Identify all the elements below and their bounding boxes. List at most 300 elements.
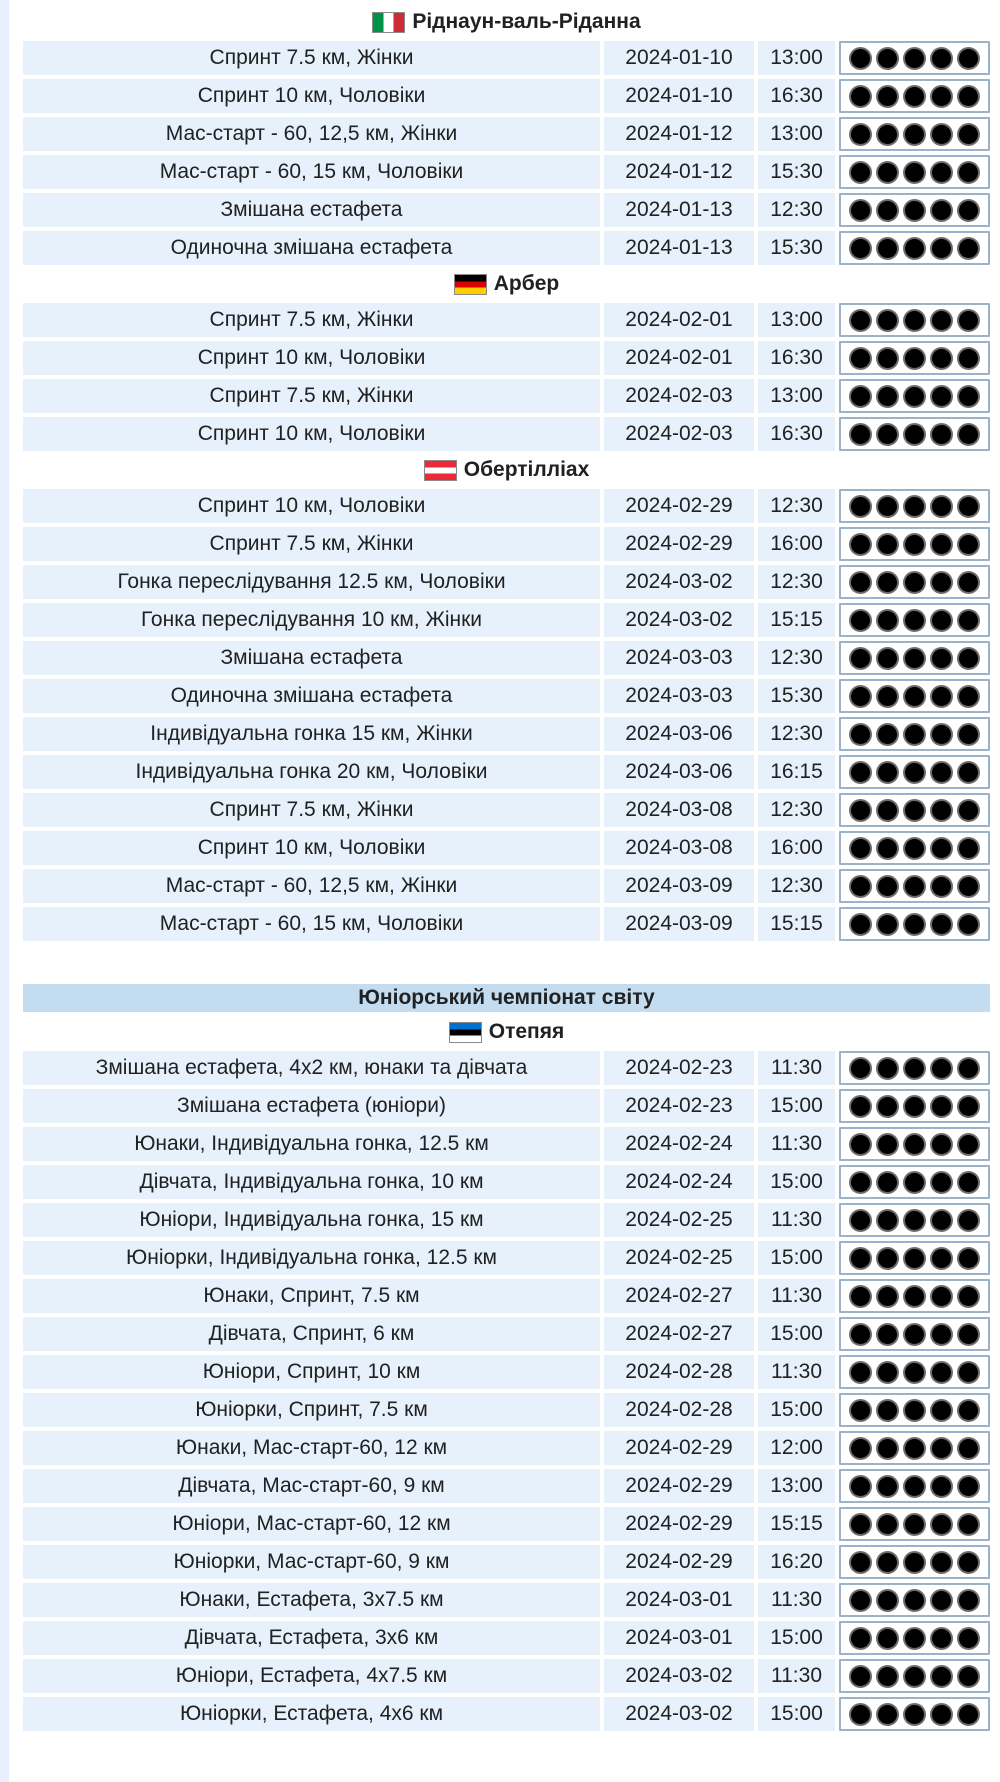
championship-header: Юніорський чемпіонат світу xyxy=(23,984,990,1012)
dot-icon xyxy=(878,1325,897,1344)
dot-icon xyxy=(905,201,924,220)
broadcast-indicator xyxy=(839,1165,990,1199)
race-time: 15:00 xyxy=(758,1393,835,1427)
dot-icon xyxy=(851,1591,870,1610)
race-date: 2024-03-02 xyxy=(604,1697,754,1731)
race-date: 2024-01-13 xyxy=(604,193,754,227)
race-row xyxy=(23,231,990,265)
dot-icon xyxy=(851,1439,870,1458)
venue-name: Ріднаун-валь-Ріданна xyxy=(412,10,641,33)
dot-icon xyxy=(905,1211,924,1230)
race-time: 11:30 xyxy=(758,1279,835,1313)
race-event: Дівчата, Естафета, 3х6 км xyxy=(23,1621,600,1655)
race-event: Спринт 7.5 км, Жінки xyxy=(23,41,600,75)
dot-icon xyxy=(905,49,924,68)
race-date: 2024-02-29 xyxy=(604,527,754,561)
dot-icon xyxy=(905,1363,924,1382)
broadcast-indicator xyxy=(839,1507,990,1541)
dot-icon xyxy=(905,1173,924,1192)
race-row xyxy=(23,1279,990,1313)
race-event: Мас-старт - 60, 15 км, Чоловіки xyxy=(23,907,600,941)
race-row xyxy=(23,755,990,789)
dot-icon xyxy=(878,1439,897,1458)
race-date: 2024-03-02 xyxy=(604,1659,754,1693)
race-date: 2024-02-23 xyxy=(604,1089,754,1123)
race-row xyxy=(23,641,990,675)
dot-icon xyxy=(878,1211,897,1230)
race-time: 12:30 xyxy=(758,489,835,523)
dot-icon xyxy=(851,649,870,668)
dot-icon xyxy=(878,1363,897,1382)
dot-icon xyxy=(959,1477,978,1496)
race-row xyxy=(23,527,990,561)
dot-icon xyxy=(878,239,897,258)
dot-icon xyxy=(905,311,924,330)
dot-icon xyxy=(878,1629,897,1648)
broadcast-indicator xyxy=(839,1431,990,1465)
race-row xyxy=(23,1697,990,1731)
section-spacer xyxy=(23,945,990,984)
dot-icon xyxy=(851,311,870,330)
race-event: Спринт 7.5 км, Жінки xyxy=(23,303,600,337)
race-time: 15:15 xyxy=(758,907,835,941)
race-row xyxy=(23,1089,990,1123)
race-time: 15:00 xyxy=(758,1165,835,1199)
broadcast-indicator xyxy=(839,603,990,637)
race-row xyxy=(23,1393,990,1427)
dot-icon xyxy=(878,1059,897,1078)
race-time: 12:30 xyxy=(758,193,835,227)
country-flag-icon xyxy=(372,12,405,33)
race-time: 12:30 xyxy=(758,641,835,675)
dot-icon xyxy=(878,1477,897,1496)
race-date: 2024-02-24 xyxy=(604,1127,754,1161)
race-date: 2024-01-10 xyxy=(604,41,754,75)
dot-icon xyxy=(932,725,951,744)
race-event: Спринт 10 км, Чоловіки xyxy=(23,79,600,113)
race-row xyxy=(23,1545,990,1579)
race-time: 15:30 xyxy=(758,155,835,189)
dot-icon xyxy=(959,877,978,896)
race-date: 2024-02-29 xyxy=(604,1545,754,1579)
dot-icon xyxy=(878,649,897,668)
broadcast-indicator xyxy=(839,1583,990,1617)
race-date: 2024-02-24 xyxy=(604,1165,754,1199)
broadcast-indicator xyxy=(839,869,990,903)
dot-icon xyxy=(878,1401,897,1420)
race-time: 15:15 xyxy=(758,603,835,637)
race-event: Змішана естафета xyxy=(23,193,600,227)
broadcast-indicator xyxy=(839,379,990,413)
race-row xyxy=(23,341,990,375)
dot-icon xyxy=(878,725,897,744)
race-event: Змішана естафета, 4х2 км, юнаки та дівчата xyxy=(23,1051,600,1085)
dot-icon xyxy=(932,49,951,68)
race-row xyxy=(23,679,990,713)
dot-icon xyxy=(851,763,870,782)
dot-icon xyxy=(905,1629,924,1648)
dot-icon xyxy=(851,1211,870,1230)
broadcast-indicator xyxy=(839,155,990,189)
broadcast-indicator xyxy=(839,1203,990,1237)
dot-icon xyxy=(905,573,924,592)
dot-icon xyxy=(878,1553,897,1572)
dot-icon xyxy=(851,801,870,820)
race-row xyxy=(23,79,990,113)
dot-icon xyxy=(932,387,951,406)
dot-icon xyxy=(959,87,978,106)
dot-icon xyxy=(905,1553,924,1572)
dot-icon xyxy=(851,125,870,144)
dot-icon xyxy=(959,1325,978,1344)
race-time: 15:00 xyxy=(758,1317,835,1351)
race-row xyxy=(23,1431,990,1465)
race-row xyxy=(23,417,990,451)
race-time: 15:00 xyxy=(758,1241,835,1275)
dot-icon xyxy=(905,1667,924,1686)
dot-icon xyxy=(878,425,897,444)
dot-icon xyxy=(959,125,978,144)
dot-icon xyxy=(878,535,897,554)
dot-icon xyxy=(932,1363,951,1382)
dot-icon xyxy=(959,311,978,330)
race-event: Дівчата, Спринт, 6 км xyxy=(23,1317,600,1351)
race-date: 2024-03-01 xyxy=(604,1621,754,1655)
race-event: Юніори, Індивідуальна гонка, 15 км xyxy=(23,1203,600,1237)
race-event: Одиночна змішана естафета xyxy=(23,231,600,265)
dot-icon xyxy=(932,311,951,330)
country-flag-icon xyxy=(454,274,487,295)
dot-icon xyxy=(851,915,870,934)
race-row xyxy=(23,303,990,337)
race-row xyxy=(23,907,990,941)
dot-icon xyxy=(905,763,924,782)
race-time: 16:15 xyxy=(758,755,835,789)
race-row xyxy=(23,489,990,523)
race-date: 2024-02-03 xyxy=(604,379,754,413)
race-event: Одиночна змішана естафета xyxy=(23,679,600,713)
race-event: Змішана естафета xyxy=(23,641,600,675)
race-row xyxy=(23,155,990,189)
race-row xyxy=(23,41,990,75)
dot-icon xyxy=(878,163,897,182)
race-time: 12:00 xyxy=(758,1431,835,1465)
race-row xyxy=(23,831,990,865)
dot-icon xyxy=(851,1059,870,1078)
dot-icon xyxy=(932,877,951,896)
dot-icon xyxy=(932,1325,951,1344)
dot-icon xyxy=(851,1135,870,1154)
race-event: Юніори, Естафета, 4х7.5 км xyxy=(23,1659,600,1693)
race-date: 2024-02-01 xyxy=(604,303,754,337)
dot-icon xyxy=(932,125,951,144)
race-date: 2024-02-27 xyxy=(604,1317,754,1351)
broadcast-indicator xyxy=(839,565,990,599)
race-time: 13:00 xyxy=(758,117,835,151)
race-event: Спринт 7.5 км, Жінки xyxy=(23,379,600,413)
race-date: 2024-02-23 xyxy=(604,1051,754,1085)
dot-icon xyxy=(905,1477,924,1496)
race-event: Юніорки, Естафета, 4х6 км xyxy=(23,1697,600,1731)
dot-icon xyxy=(851,497,870,516)
race-date: 2024-02-29 xyxy=(604,489,754,523)
dot-icon xyxy=(959,611,978,630)
dot-icon xyxy=(959,915,978,934)
race-row xyxy=(23,1127,990,1161)
dot-icon xyxy=(878,573,897,592)
dot-icon xyxy=(851,1401,870,1420)
dot-icon xyxy=(905,1249,924,1268)
dot-icon xyxy=(878,801,897,820)
race-row xyxy=(23,1355,990,1389)
dot-icon xyxy=(959,1439,978,1458)
dot-icon xyxy=(851,725,870,744)
race-row xyxy=(23,1469,990,1503)
race-date: 2024-02-25 xyxy=(604,1241,754,1275)
race-date: 2024-03-08 xyxy=(604,831,754,865)
dot-icon xyxy=(959,1591,978,1610)
race-time: 15:00 xyxy=(758,1621,835,1655)
dot-icon xyxy=(932,573,951,592)
broadcast-indicator xyxy=(839,489,990,523)
race-event: Юнаки, Індивідуальна гонка, 12.5 км xyxy=(23,1127,600,1161)
race-row xyxy=(23,1203,990,1237)
race-event: Мас-старт - 60, 15 км, Чоловіки xyxy=(23,155,600,189)
dot-icon xyxy=(905,87,924,106)
race-row xyxy=(23,1507,990,1541)
race-date: 2024-02-03 xyxy=(604,417,754,451)
broadcast-indicator xyxy=(839,41,990,75)
broadcast-indicator xyxy=(839,1621,990,1655)
dot-icon xyxy=(959,1211,978,1230)
broadcast-indicator xyxy=(839,417,990,451)
dot-icon xyxy=(932,163,951,182)
dot-icon xyxy=(878,201,897,220)
dot-icon xyxy=(959,649,978,668)
dot-icon xyxy=(878,1667,897,1686)
broadcast-indicator xyxy=(839,231,990,265)
dot-icon xyxy=(878,349,897,368)
dot-icon xyxy=(932,1211,951,1230)
dot-icon xyxy=(932,1249,951,1268)
dot-icon xyxy=(959,1705,978,1724)
dot-icon xyxy=(932,1173,951,1192)
broadcast-indicator xyxy=(839,717,990,751)
race-time: 15:00 xyxy=(758,1089,835,1123)
dot-icon xyxy=(905,535,924,554)
dot-icon xyxy=(905,915,924,934)
race-event: Юнаки, Мас-старт-60, 12 км xyxy=(23,1431,600,1465)
race-row xyxy=(23,1317,990,1351)
broadcast-indicator xyxy=(839,341,990,375)
race-event: Юніори, Мас-старт-60, 12 км xyxy=(23,1507,600,1541)
dot-icon xyxy=(932,349,951,368)
dot-icon xyxy=(932,497,951,516)
race-date: 2024-02-28 xyxy=(604,1355,754,1389)
dot-icon xyxy=(851,687,870,706)
dot-icon xyxy=(959,801,978,820)
race-row xyxy=(23,793,990,827)
dot-icon xyxy=(878,1515,897,1534)
race-date: 2024-03-03 xyxy=(604,679,754,713)
dot-icon xyxy=(851,877,870,896)
race-date: 2024-03-03 xyxy=(604,641,754,675)
dot-icon xyxy=(932,535,951,554)
broadcast-indicator xyxy=(839,1355,990,1389)
race-row xyxy=(23,193,990,227)
venue-header xyxy=(23,7,990,37)
dot-icon xyxy=(959,201,978,220)
race-time: 13:00 xyxy=(758,379,835,413)
broadcast-indicator xyxy=(839,1279,990,1313)
race-event: Юніорки, Спринт, 7.5 км xyxy=(23,1393,600,1427)
race-time: 12:30 xyxy=(758,565,835,599)
broadcast-indicator xyxy=(839,793,990,827)
race-event: Юнаки, Естафета, 3х7.5 км xyxy=(23,1583,600,1617)
dot-icon xyxy=(959,1287,978,1306)
race-row xyxy=(23,565,990,599)
venue-name: Арбер xyxy=(493,272,560,295)
dot-icon xyxy=(932,1097,951,1116)
race-time: 15:30 xyxy=(758,231,835,265)
broadcast-indicator xyxy=(839,755,990,789)
race-date: 2024-02-01 xyxy=(604,341,754,375)
dot-icon xyxy=(905,611,924,630)
broadcast-indicator xyxy=(839,117,990,151)
race-time: 15:15 xyxy=(758,1507,835,1541)
dot-icon xyxy=(878,387,897,406)
dot-icon xyxy=(932,425,951,444)
dot-icon xyxy=(851,573,870,592)
dot-icon xyxy=(905,497,924,516)
dot-icon xyxy=(959,49,978,68)
dot-icon xyxy=(932,611,951,630)
dot-icon xyxy=(878,497,897,516)
race-row xyxy=(23,603,990,637)
venue-header xyxy=(23,455,990,485)
dot-icon xyxy=(959,1097,978,1116)
broadcast-indicator xyxy=(839,679,990,713)
dot-icon xyxy=(932,1591,951,1610)
race-date: 2024-03-09 xyxy=(604,869,754,903)
dot-icon xyxy=(905,1439,924,1458)
dot-icon xyxy=(878,1287,897,1306)
race-date: 2024-02-29 xyxy=(604,1431,754,1465)
race-row xyxy=(23,869,990,903)
race-row xyxy=(23,379,990,413)
dot-icon xyxy=(851,611,870,630)
race-time: 16:30 xyxy=(758,417,835,451)
race-event: Спринт 10 км, Чоловіки xyxy=(23,341,600,375)
race-time: 15:00 xyxy=(758,1697,835,1731)
dot-icon xyxy=(851,87,870,106)
dot-icon xyxy=(959,387,978,406)
dot-icon xyxy=(851,1629,870,1648)
dot-icon xyxy=(905,1705,924,1724)
dot-icon xyxy=(905,649,924,668)
dot-icon xyxy=(959,1629,978,1648)
dot-icon xyxy=(905,801,924,820)
dot-icon xyxy=(878,125,897,144)
dot-icon xyxy=(959,1553,978,1572)
dot-icon xyxy=(932,1287,951,1306)
race-time: 13:00 xyxy=(758,41,835,75)
race-event: Мас-старт - 60, 12,5 км, Жінки xyxy=(23,117,600,151)
race-date: 2024-03-06 xyxy=(604,755,754,789)
race-date: 2024-02-25 xyxy=(604,1203,754,1237)
dot-icon xyxy=(851,1667,870,1686)
race-event: Спринт 10 км, Чоловіки xyxy=(23,831,600,865)
dot-icon xyxy=(932,1401,951,1420)
dot-icon xyxy=(851,1515,870,1534)
race-row xyxy=(23,1051,990,1085)
dot-icon xyxy=(959,349,978,368)
dot-icon xyxy=(905,425,924,444)
dot-icon xyxy=(905,877,924,896)
broadcast-indicator xyxy=(839,1089,990,1123)
race-time: 12:30 xyxy=(758,717,835,751)
dot-icon xyxy=(878,1705,897,1724)
dot-icon xyxy=(959,1249,978,1268)
dot-icon xyxy=(932,239,951,258)
race-event: Змішана естафета (юніори) xyxy=(23,1089,600,1123)
dot-icon xyxy=(851,1097,870,1116)
race-event: Спринт 10 км, Чоловіки xyxy=(23,417,600,451)
dot-icon xyxy=(959,239,978,258)
dot-icon xyxy=(851,239,870,258)
dot-icon xyxy=(878,1097,897,1116)
dot-icon xyxy=(878,877,897,896)
dot-icon xyxy=(959,687,978,706)
dot-icon xyxy=(851,349,870,368)
dot-icon xyxy=(932,687,951,706)
venue-name: Обертілліах xyxy=(463,458,590,481)
race-date: 2024-03-01 xyxy=(604,1583,754,1617)
dot-icon xyxy=(851,1477,870,1496)
dot-icon xyxy=(959,1515,978,1534)
dot-icon xyxy=(959,1135,978,1154)
dot-icon xyxy=(878,1173,897,1192)
race-date: 2024-02-28 xyxy=(604,1393,754,1427)
race-date: 2024-02-29 xyxy=(604,1469,754,1503)
broadcast-indicator xyxy=(839,1051,990,1085)
race-event: Юнаки, Спринт, 7.5 км xyxy=(23,1279,600,1313)
dot-icon xyxy=(905,1135,924,1154)
dot-icon xyxy=(905,1515,924,1534)
race-time: 11:30 xyxy=(758,1127,835,1161)
race-date: 2024-03-02 xyxy=(604,603,754,637)
broadcast-indicator xyxy=(839,1545,990,1579)
dot-icon xyxy=(959,1667,978,1686)
dot-icon xyxy=(851,1553,870,1572)
race-event: Мас-старт - 60, 12,5 км, Жінки xyxy=(23,869,600,903)
dot-icon xyxy=(851,163,870,182)
dot-icon xyxy=(932,1135,951,1154)
race-date: 2024-03-09 xyxy=(604,907,754,941)
dot-icon xyxy=(878,1135,897,1154)
dot-icon xyxy=(905,1401,924,1420)
race-time: 15:30 xyxy=(758,679,835,713)
dot-icon xyxy=(878,1591,897,1610)
dot-icon xyxy=(851,1249,870,1268)
race-date: 2024-01-13 xyxy=(604,231,754,265)
race-event: Спринт 10 км, Чоловіки xyxy=(23,489,600,523)
dot-icon xyxy=(905,1591,924,1610)
broadcast-indicator xyxy=(839,303,990,337)
dot-icon xyxy=(905,163,924,182)
dot-icon xyxy=(905,1287,924,1306)
dot-icon xyxy=(959,725,978,744)
